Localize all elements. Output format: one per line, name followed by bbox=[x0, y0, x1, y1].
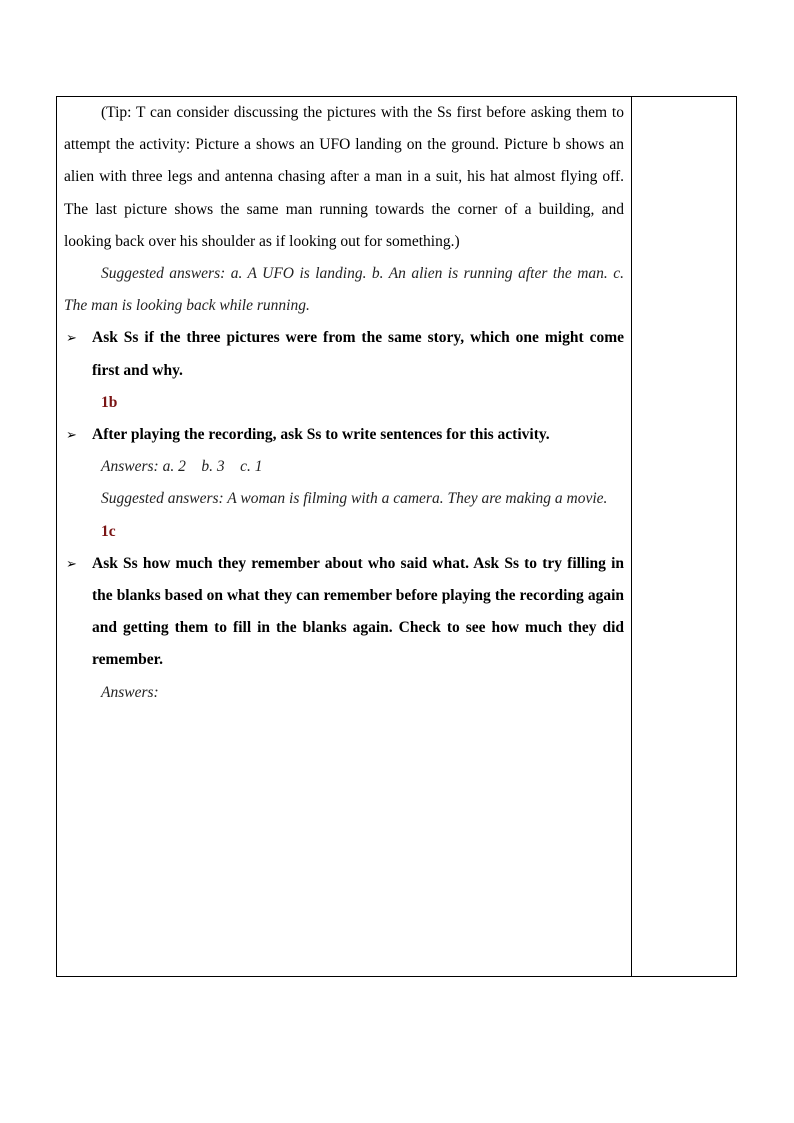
tip-paragraph: (Tip: T can consider discussing the pictures with the Ss first before asking them to attempt the activity: Picture a shows an UFO landing on the ground. Picture b shows an alien with three legs and antenna chasing after a man in a suit, his hat almost flying off. The last picture shows the same man running towards the corner of a building, and looking back over his shoulder as if looking out for something.) bbox=[64, 104, 624, 250]
bullet-text-1a: Ask Ss if the three pictures were from the same story, which one might come first and why. bbox=[92, 329, 624, 379]
bullet-item-1b bbox=[64, 419, 624, 451]
bullet-text-1b: After playing the recording, ask Ss to write sentences for this activity. bbox=[92, 426, 550, 444]
column-divider bbox=[631, 97, 632, 976]
suggested-answers-1a: Suggested answers: a. A UFO is landing. b. An alien is running after the man. c. The man is looking back while running. bbox=[64, 265, 624, 315]
arrowhead-bullet-icon: ➢ bbox=[66, 330, 77, 346]
arrowhead-bullet-icon: ➢ bbox=[66, 427, 77, 443]
bullet-item-1c bbox=[64, 548, 624, 677]
section-label-1b: 1b bbox=[101, 393, 118, 411]
section-label-1c: 1c bbox=[101, 522, 116, 540]
answers-1b: Answers: a. 2 b. 3 c. 1 bbox=[101, 458, 263, 476]
answers-1c: Answers: bbox=[101, 683, 159, 701]
suggested-answers-1b: Suggested answers: A woman is filming with a camera. They are making a movie. bbox=[101, 490, 608, 508]
bullet-text-1c: Ask Ss how much they remember about who said what. Ask Ss to try filling in the blanks based on what they can remember before playing the recording again and getting them to fill in the blanks again. Check to see how much they did remember. bbox=[92, 554, 624, 669]
lesson-table bbox=[56, 96, 737, 977]
arrowhead-bullet-icon: ➢ bbox=[66, 555, 77, 571]
lesson-content-cell bbox=[64, 97, 624, 709]
bullet-item-1a bbox=[64, 322, 624, 386]
